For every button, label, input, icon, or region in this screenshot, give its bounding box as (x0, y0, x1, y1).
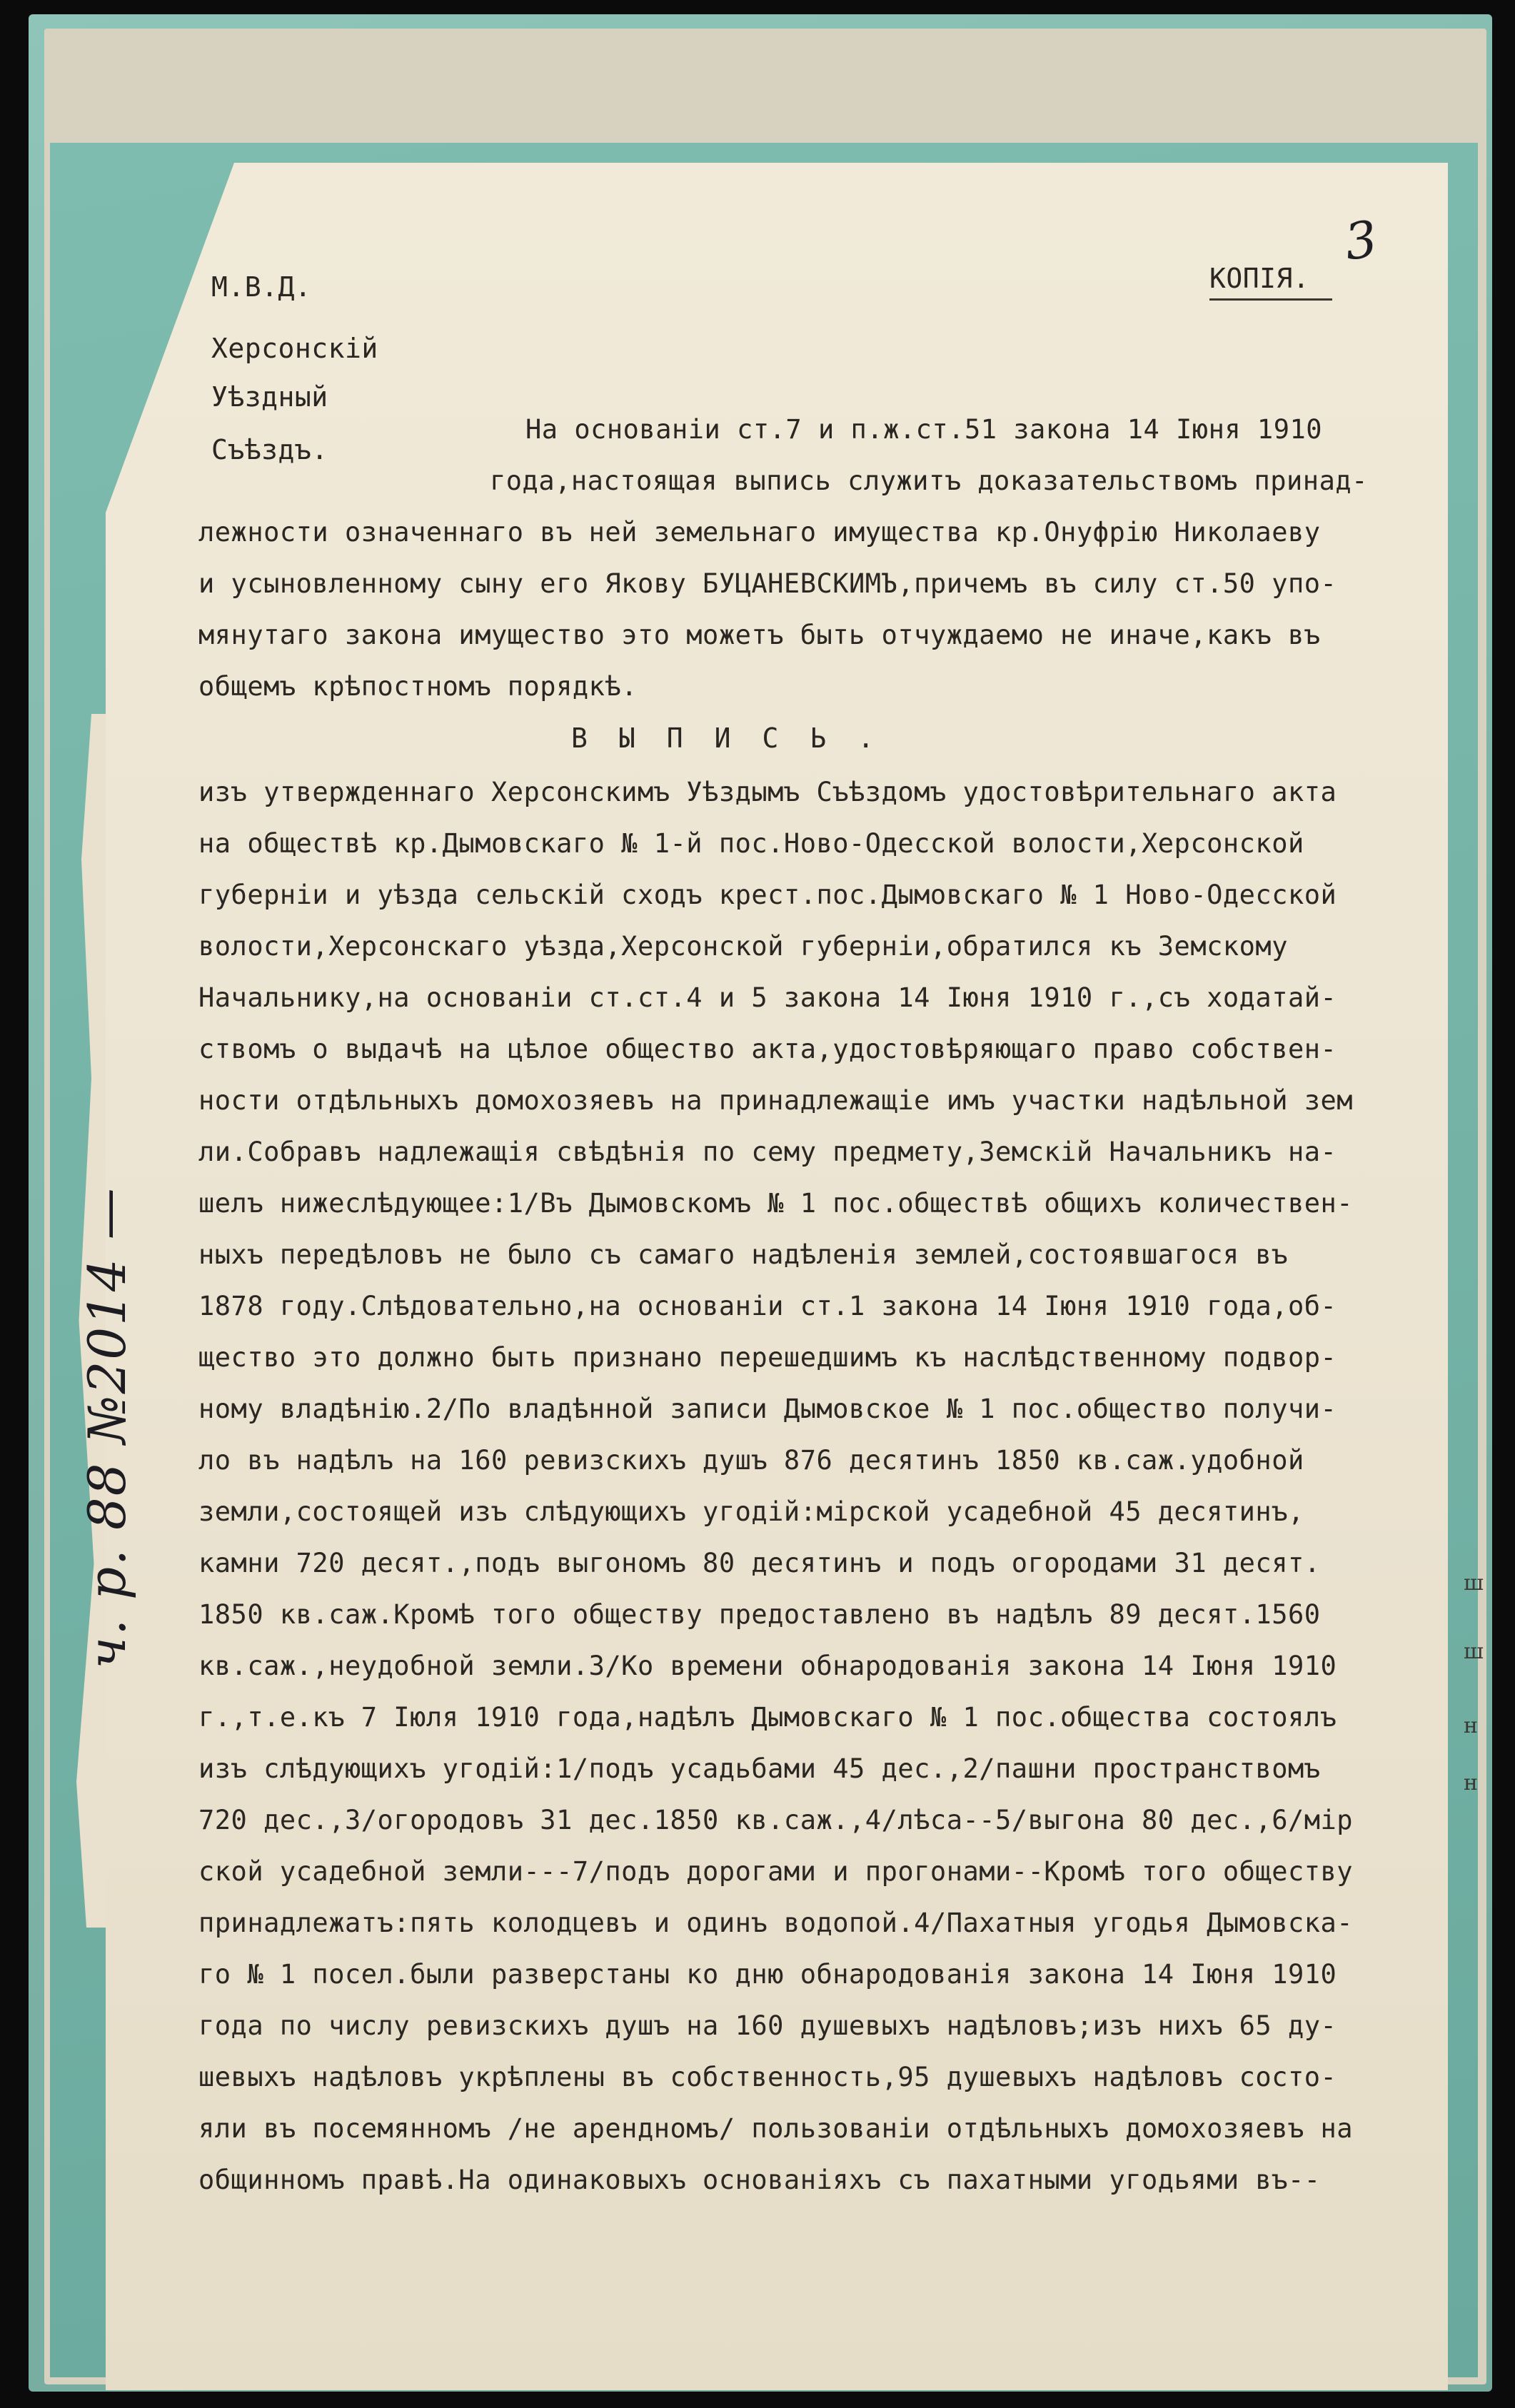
preamble-line: лежности означеннаго въ ней земельнаго имущества кр.Онуфрію Николаеву (198, 517, 1321, 548)
body-line: ности отдѣльныхъ домохозяевъ на принадлежащіе имъ участки надѣльной зем (198, 1085, 1354, 1116)
copy-label: КОПІЯ. (1209, 263, 1310, 294)
page-number: 3 (1341, 209, 1381, 272)
document-sheet (106, 163, 1448, 2390)
body-line: ли.Собравъ надлежащія свѣдѣнія по сему предмету,Земскій Начальникъ на- (198, 1137, 1337, 1167)
right-margin-mark: н (1464, 1713, 1478, 1738)
body-line: земли,состоящей изъ слѣдующихъ угодій:мірской усадебной 45 десятинъ, (198, 1496, 1304, 1527)
body-line: принадлежатъ:пять колодцевъ и одинъ водопой.4/Пахатныя угодья Дымовска- (198, 1908, 1354, 1938)
body-line: года по числу ревизскихъ душъ на 160 душевыхъ надѣловъ;изъ нихъ 65 ду- (198, 2010, 1337, 2041)
body-line: ской усадебной земли---7/подъ дорогами и прогонами--Кромѣ того обществу (198, 1856, 1354, 1887)
body-line: шелъ нижеслѣдующее:1/Въ Дымовскомъ № 1 пос.обществѣ общихъ количествен- (198, 1188, 1354, 1219)
header-district: Уѣздный (211, 381, 328, 413)
body-line: ствомъ о выдачѣ на цѣлое общество акта,удостовѣряющаго право собствен- (198, 1034, 1337, 1064)
body-line: шевыхъ надѣловъ укрѣплены въ собственность,95 душевыхъ надѣловъ состо- (198, 2062, 1337, 2092)
body-line: кв.саж.,неудобной земли.3/Ко времени обнародованія закона 14 Іюня 1910 (198, 1651, 1337, 1681)
preamble-line: года,настоящая выпись служитъ доказательствомъ принад- (490, 465, 1368, 496)
right-margin-mark: ш (1464, 1571, 1484, 1596)
body-line: Начальнику,на основаніи ст.ст.4 и 5 закона 14 Іюня 1910 г.,съ ходатай- (198, 982, 1337, 1013)
right-margin-mark: ш (1464, 1639, 1484, 1664)
body-line: 1850 кв.саж.Кромѣ того обществу предоставлено въ надѣлъ 89 десят.1560 (198, 1599, 1321, 1630)
preamble-line: мянутаго закона имущество это можетъ быть отчуждаемо не иначе,какъ въ (198, 620, 1321, 650)
body-line: ныхъ передѣловъ не было съ самаго надѣленія землей,состоявшагося въ (198, 1239, 1288, 1270)
body-line: щество это должно быть признано перешедшимъ къ наслѣдственному подвор- (198, 1342, 1337, 1373)
preamble-line: На основаніи ст.7 и п.ж.ст.51 закона 14 Іюня 1910 (525, 414, 1323, 445)
body-line: 720 дес.,3/огородовъ 31 дес.1850 кв.саж.,4/лѣса--5/выгона 80 дес.,6/мір (198, 1805, 1354, 1835)
right-margin-mark: н (1464, 1770, 1478, 1795)
margin-handwritten-annotation: ч. р. 88 №2014 — (77, 1187, 137, 1669)
body-line: яли въ посемянномъ /не арендномъ/ пользованіи отдѣльныхъ домохозяевъ на (198, 2113, 1354, 2144)
header-congress: Съѣздъ. (211, 434, 328, 465)
body-line: го № 1 посел.были разверстаны ко дню обнародованія закона 14 Іюня 1910 (198, 1959, 1337, 1990)
body-line: ному владѣнію.2/По владѣнной записи Дымовское № 1 пос.общество получи- (198, 1394, 1337, 1424)
preamble-line: и усыновленному сыну его Якову БУЦАНЕВСКИМЪ,причемъ въ силу ст.50 упо- (198, 568, 1337, 599)
body-line: г.,т.е.къ 7 Іюля 1910 года,надѣлъ Дымовскаго № 1 пос.общества состоялъ (198, 1702, 1337, 1733)
body-line: на обществѣ кр.Дымовскаго № 1-й пос.Ново-Одесской волости,Херсонской (198, 828, 1304, 859)
body-line: изъ утвержденнаго Херсонскимъ Уѣздымъ Съѣздомъ удостовѣрительнаго акта (198, 777, 1337, 807)
body-line: ло въ надѣлъ на 160 ревизскихъ душъ 876 десятинъ 1850 кв.саж.удобной (198, 1445, 1304, 1476)
body-line: губерніи и уѣзда сельскій сходъ крест.пос.Дымовскаго № 1 Ново-Одесской (198, 880, 1337, 910)
header-region: Херсонскій (211, 333, 378, 364)
copy-label-underline (1209, 298, 1332, 301)
body-line: 1878 году.Слѣдовательно,на основаніи ст.1 закона 14 Іюня 1910 года,об- (198, 1291, 1337, 1321)
section-title: ВЫПИСЬ. (571, 722, 906, 754)
body-line: изъ слѣдующихъ угодій:1/подъ усадьбами 45 дес.,2/пашни пространствомъ (198, 1753, 1321, 1784)
body-line: камни 720 десят.,подъ выгономъ 80 десятинъ и подъ огородами 31 десят. (198, 1548, 1321, 1578)
header-ministry: М.В.Д. (211, 271, 312, 303)
body-line: общинномъ правѣ.На одинаковыхъ основаніяхъ съ пахатными угодьями въ-- (198, 2165, 1321, 2195)
preamble-line: общемъ крѣпостномъ порядкѣ. (198, 671, 638, 702)
body-line: волости,Херсонскаго уѣзда,Херсонской губерніи,обратился къ Земскому (198, 931, 1288, 962)
